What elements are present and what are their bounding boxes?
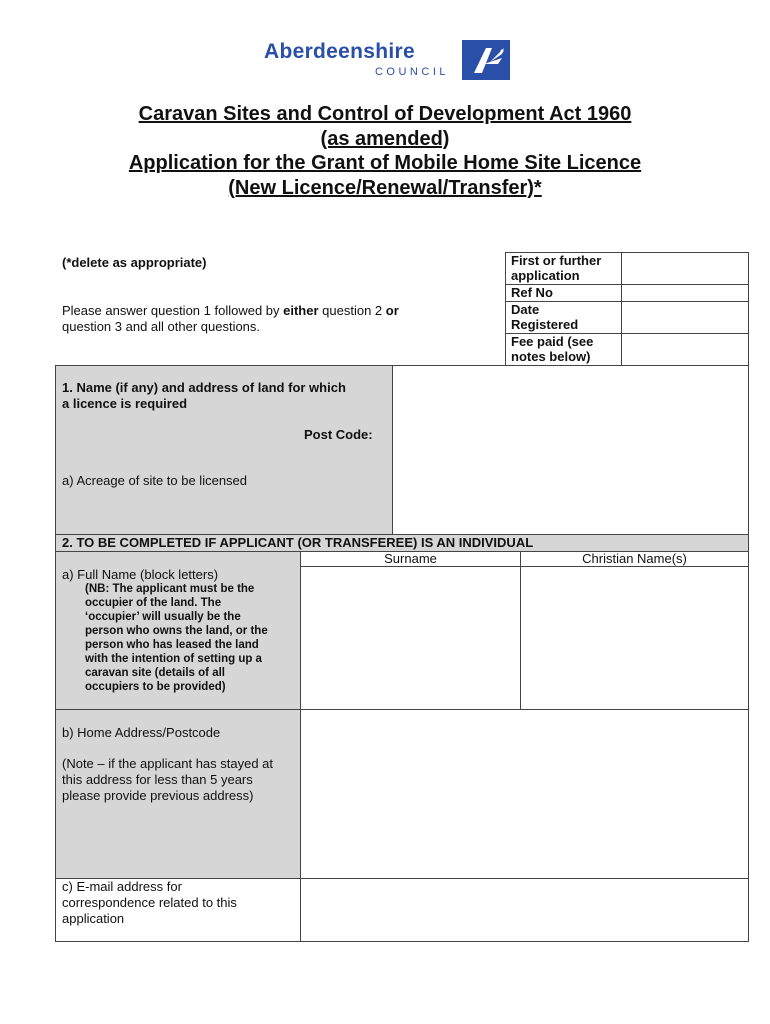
address-note-line: (Note – if the applicant has stayed at [62,756,274,771]
fee-line-2: notes below) [511,349,591,364]
email-label-line: application [62,911,125,926]
nb-line: with the intention of setting up a [85,653,262,665]
ref-no-label: Ref No [511,285,553,300]
instructions-prefix: Please answer question 1 followed by [62,303,284,318]
instructions-mid: question 2 [318,303,386,318]
q1-label-line-1: 1. Name (if any) and address of land for which [62,380,346,395]
email-field[interactable] [301,879,748,941]
delete-note: (*delete as appropriate) [62,255,207,270]
nb-line: occupiers to be provided) [85,681,226,693]
instructions-or: or [385,303,399,318]
instructions-either: either [283,303,319,318]
date-registered-field[interactable] [622,302,748,333]
email-label-line: c) E-mail address for [62,879,182,894]
date-registered-label [511,302,578,332]
first-further-line-1: First or further [511,253,602,268]
address-note [62,756,298,804]
home-address-field[interactable] [301,710,748,878]
title-line-1: Caravan Sites and Control of Development Act 1960 [138,103,632,125]
title-line-4: (New Licence/Renewal/Transfer)* [228,176,542,199]
fee-paid-field[interactable] [622,334,748,365]
christian-names-field[interactable] [521,567,748,709]
q1-label [62,380,390,412]
nb-note [85,582,297,694]
logo-name: Aberdeenshire [264,40,415,63]
date-line-1: Date [511,302,540,317]
post-code-label: Post Code: [304,427,373,442]
logo-sub: COUNCIL [374,66,449,78]
nb-line: (NB: The applicant must be the [85,583,255,595]
nb-line: ‘occupier’ will usually be the [85,611,241,623]
nb-line: person who owns the land, or the [85,625,268,637]
address-note-line: this address for less than 5 years [62,772,253,787]
fee-line-1: Fee paid (see [511,334,594,349]
title-line-3: Application for the Grant of Mobile Home Site Licence [128,152,642,174]
nb-line: occupier of the land. The [85,597,222,609]
email-label-line: correspondence related to this [62,895,237,910]
land-address-field[interactable] [393,366,748,534]
home-address-label: b) Home Address/Postcode [62,725,221,740]
title-line-2: (as amended) [320,127,450,150]
full-name-label: a) Full Name (block letters) [62,567,219,582]
first-further-label [511,253,601,283]
fee-paid-label [511,334,593,364]
instructions-suffix: question 3 and all other questions. [62,319,261,334]
ref-no-field[interactable] [622,285,748,301]
instructions [62,303,492,335]
christian-names-header: Christian Name(s) [582,551,687,566]
q2-heading: 2. TO BE COMPLETED IF APPLICANT (OR TRANSFEREE) IS AN INDIVIDUAL [62,535,534,550]
council-logo-icon [462,40,510,80]
date-line-2: Registered [511,317,579,332]
acreage-label: a) Acreage of site to be licensed [62,473,248,488]
council-logo-text [264,40,449,78]
surname-header: Surname [384,551,437,566]
email-label [62,879,298,927]
first-further-line-2: application [511,268,580,283]
first-further-field[interactable] [622,253,748,284]
q1-label-line-2: a licence is required [62,396,188,411]
surname-field[interactable] [301,567,520,709]
nb-line: person who has leased the land [85,639,259,651]
address-note-line: please provide previous address) [62,788,254,803]
document-title [40,102,730,200]
nb-line: caravan site (details of all [85,667,225,679]
